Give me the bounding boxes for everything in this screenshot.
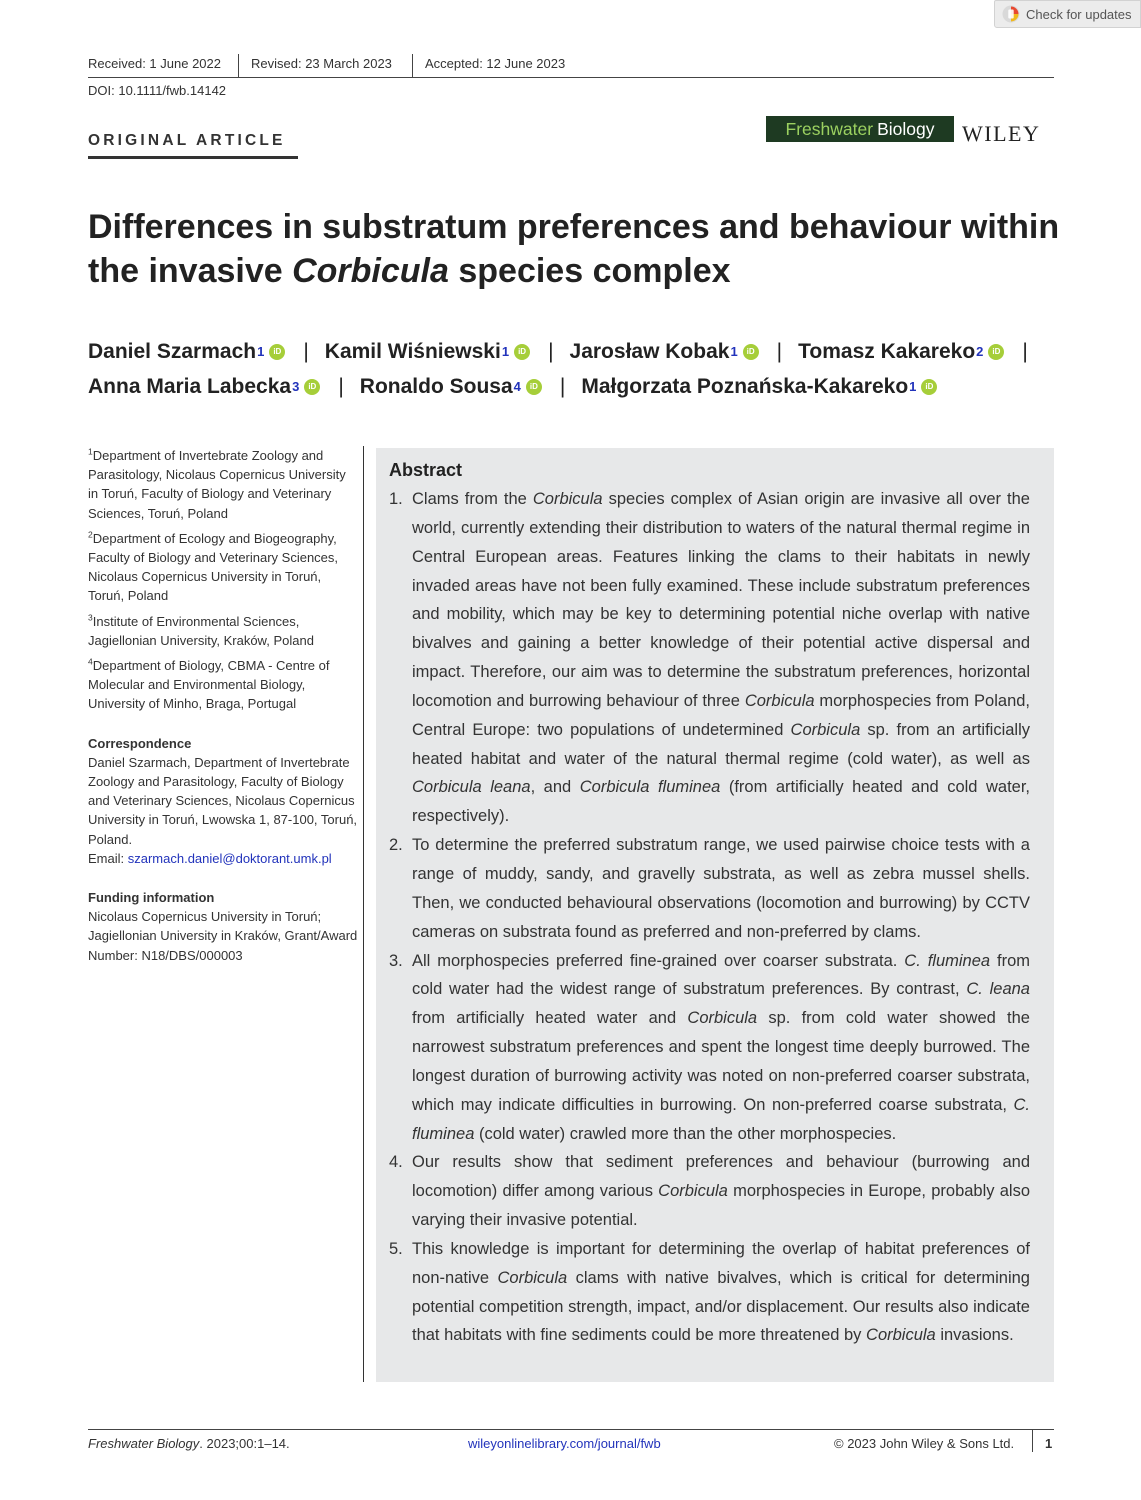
correspondence-email-line	[88, 849, 358, 868]
orcid-icon[interactable]: iD	[988, 344, 1004, 360]
species-name: C. fluminea	[412, 1095, 1030, 1143]
author-name[interactable]: Tomasz Kakareko	[798, 340, 976, 363]
journal-logo-word2: Biology	[877, 118, 935, 139]
species-name: C. leana	[966, 980, 1030, 999]
journal-logo-word1: Freshwater	[785, 118, 874, 139]
funding-text: Nicolaus Copernicus University in Toruń; Jagiellonian University in Kraków, Grant/Award Number: N18/DBS/000003	[88, 909, 358, 963]
received-date: Received: 1 June 2022	[88, 56, 221, 71]
orcid-icon[interactable]: iD	[269, 344, 285, 360]
page-footer	[88, 1429, 1054, 1455]
article-type: ORIGINAL ARTICLE	[88, 132, 298, 159]
abstract-item-number: 5.	[389, 1239, 403, 1258]
revised-date: Revised: 23 March 2023	[251, 56, 392, 71]
accepted-date: Accepted: 12 June 2023	[425, 56, 566, 71]
author-name[interactable]: Daniel Szarmach	[88, 340, 257, 363]
abstract-item-text	[412, 1235, 1030, 1350]
orcid-icon[interactable]: iD	[921, 379, 937, 395]
abstract-text-segment: morphospecies from Poland, Central Europe: two populations of undetermined	[412, 691, 1031, 739]
affiliation-text: Department of Invertebrate Zoology and Parasitology, Nicolaus Copernicus University in Toruń, Faculty of Biology and Veterinary Sciences, Toruń, Poland	[88, 448, 346, 521]
abstract-text-segment: from artificially heated water and	[412, 1009, 688, 1028]
author-separator: |	[1022, 340, 1028, 363]
abstract-text-segment: invasions.	[935, 1326, 1014, 1345]
abstract-text-segment: clams with native bivalves, which is critical for determining potential competition strength, impact, and/or displacement. Our results also indicate that habitats with fine sediments could be more threatened by	[412, 1268, 1030, 1345]
abstract-item-number: 4.	[389, 1153, 403, 1172]
abstract-text-segment: from cold water had the widest range of substratum preferences. By contrast,	[412, 951, 1030, 999]
page-number: 1	[1045, 1436, 1053, 1451]
species-name: Corbicula	[790, 720, 861, 739]
affiliation-number: 2	[88, 529, 93, 540]
abstract-item-number: 2.	[389, 836, 403, 855]
author-separator: |	[559, 375, 566, 398]
author-name[interactable]: Małgorzata Poznańska-Kakareko	[581, 375, 909, 398]
affiliation-number: 4	[88, 656, 93, 667]
footer-divider	[1032, 1430, 1033, 1452]
abstract-item	[389, 1235, 1030, 1350]
abstract-text-segment: (cold water) crawled more than the other morphospecies.	[474, 1124, 897, 1143]
abstract-text-segment: , and	[530, 778, 580, 797]
affiliation-number: 1	[88, 446, 93, 457]
species-name: Corbicula fluminea	[579, 778, 721, 797]
article-title	[88, 205, 1068, 293]
abstract-text-segment: morphospecies in Europe, probably also varying their invasive potential.	[412, 1182, 1030, 1230]
abstract-text-segment: species complex of Asian origin are invasive all over the world, currently extending their distribution to waters of the natural thermal regime in Central European areas. Features linking the clams to their habitats in newly invaded areas have not been fully examined. These include substratum preferences and mobility, which may be key to determining potential niche overlap with native bivalves and gaining a better knowledge of their potential active dispersal and impact. Therefore, our aim was to determine the substratum preferences, horizontal locomotion and burrowing behaviour of three	[412, 490, 1030, 710]
affiliation-text: Department of Ecology and Biogeography, Faculty of Biology and Veterinary Sciences, Nicolaus Copernicus University in Toruń, Toruń, Poland	[88, 530, 339, 604]
affiliation-text: Institute of Environmental Sciences, Jagiellonian University, Kraków, Poland	[88, 613, 314, 648]
orcid-icon[interactable]: iD	[304, 379, 320, 395]
footer-journal-name: Freshwater Biology	[88, 1436, 200, 1451]
affiliation	[88, 446, 358, 523]
author-separator: |	[303, 340, 309, 363]
title-text-end: species complex	[448, 252, 731, 290]
affiliation	[88, 529, 358, 606]
correspondence-heading: Correspondence	[88, 735, 192, 751]
abstract-box	[376, 448, 1054, 1382]
abstract-text-segment: Our results show that sediment preferences and behaviour (burrowing and locomotion) differ among various	[412, 1153, 1030, 1201]
author-separator: |	[338, 375, 344, 398]
abstract-text-segment: This knowledge is important for determining the overlap of habitat preferences of non-native	[412, 1239, 1030, 1287]
sidebar-info	[88, 446, 358, 965]
check-updates-label: Check for updates	[1026, 6, 1132, 22]
date-divider	[238, 54, 239, 77]
abstract-item-text	[412, 485, 1030, 831]
species-name: Corbicula	[866, 1326, 936, 1345]
abstract-item-text	[412, 831, 1030, 946]
abstract-text-segment: sp. from an artificially heated habitat and water of the natural thermal regime (cold water), as well as	[412, 720, 1031, 768]
species-name: Corbicula leana	[412, 778, 531, 797]
date-divider	[412, 54, 413, 77]
footer-copyright: © 2023 John Wiley & Sons Ltd.	[834, 1436, 1015, 1451]
author-separator: |	[776, 340, 783, 363]
abstract-text-segment: (from artificially heated and cold water, respectively).	[412, 778, 1030, 826]
orcid-icon[interactable]: iD	[514, 344, 530, 360]
correspondence-text: Daniel Szarmach, Department of Invertebrate Zoology and Parasitology, Faculty of Biology and Veterinary Sciences, Nicolaus Copernicus University in Toruń, Lwowska 1, 87-100, Toruń, Poland.	[88, 754, 358, 847]
title-text: Differences in substratum preferences and behaviour within the invasive	[88, 208, 1060, 290]
author-name[interactable]: Ronaldo Sousa	[359, 375, 513, 398]
orcid-icon[interactable]: iD	[526, 379, 542, 395]
abstract-item	[389, 947, 1030, 1149]
abstract-text-segment: sp. from cold water showed the narrowest substratum preferences and spent the longest time deeply burrowed. The longest duration of burrowing activity was noted on non-preferred coarser substrata, which may indicate difficulties in burrowing. On non-preferred coarse substrata,	[412, 1009, 1030, 1114]
author-line: Anna Maria Labecka 3 iD | Ronaldo Sousa 4 iD | Małgorzata Poznańska-Kakareko 1 iD	[88, 369, 1058, 404]
email-link[interactable]: szarmach.daniel@doktorant.umk.pl	[127, 850, 332, 866]
column-divider	[363, 446, 364, 1382]
author-line: Daniel Szarmach 1 iD | Kamil Wiśniewski 1 iD | Jarosław Kobak 1 iD | Tomasz Kakareko 2 iD |	[88, 334, 1058, 369]
affiliation	[88, 612, 358, 650]
author-name[interactable]: Kamil Wiśniewski	[324, 340, 501, 363]
email-label: Email:	[88, 850, 128, 866]
author-list	[88, 334, 1058, 404]
author-separator: |	[548, 340, 554, 363]
footer-journal-url[interactable]: wileyonlinelibrary.com/journal/fwb	[468, 1436, 661, 1451]
affiliation-number: 3	[88, 612, 93, 623]
doi[interactable]: DOI: 10.1111/fwb.14142	[88, 83, 227, 98]
abstract-text-segment: Clams from the	[412, 490, 533, 508]
abstract-item-text	[412, 1148, 1030, 1235]
abstract-item-number: 3.	[389, 951, 403, 970]
abstract-item-number: 1.	[389, 490, 403, 508]
abstract-heading: Abstract	[389, 460, 463, 480]
affiliation	[88, 656, 358, 714]
abstract-item	[389, 485, 1030, 831]
footer-citation-text: . 2023;00:1–14.	[199, 1436, 290, 1451]
orcid-icon[interactable]: iD	[743, 344, 759, 360]
footer-citation	[88, 1436, 290, 1451]
species-name: C. fluminea	[904, 951, 991, 970]
abstract-text-segment: To determine the preferred substratum range, we used pairwise choice tests with a range of muddy, sandy, and gravelly substrata, as well as zebra mussel shells. Then, we conducted behavioural observations (locomotion and burrowing) by CCTV cameras on substrata found as preferred and non-preferred by clams.	[412, 836, 1030, 941]
publisher-logo: WILEY	[962, 121, 1041, 146]
abstract-list	[389, 485, 1030, 1350]
species-name: Corbicula	[497, 1268, 568, 1287]
author-name[interactable]: Jarosław Kobak	[569, 340, 730, 363]
species-name: Corbicula	[532, 490, 603, 508]
journal-logo	[766, 116, 954, 142]
species-name: Corbicula	[687, 1009, 758, 1028]
check-for-updates-badge[interactable]	[994, 0, 1141, 28]
species-name: Corbicula	[658, 1182, 728, 1201]
article-dates	[88, 54, 1054, 78]
title-italic: Corbicula	[292, 252, 449, 290]
abstract-item	[389, 831, 1030, 946]
abstract-item	[389, 1148, 1030, 1235]
abstract-item-text	[412, 947, 1030, 1149]
author-name[interactable]: Anna Maria Labecka	[88, 375, 292, 398]
check-updates-icon	[1002, 5, 1020, 23]
funding-heading: Funding information	[88, 890, 215, 906]
affiliation-text: Department of Biology, CBMA - Centre of Molecular and Environmental Biology, University of Minho, Braga, Portugal	[88, 658, 330, 712]
species-name: Corbicula	[744, 691, 815, 710]
abstract-text-segment: All morphospecies preferred fine-grained over coarser substrata.	[412, 951, 905, 970]
